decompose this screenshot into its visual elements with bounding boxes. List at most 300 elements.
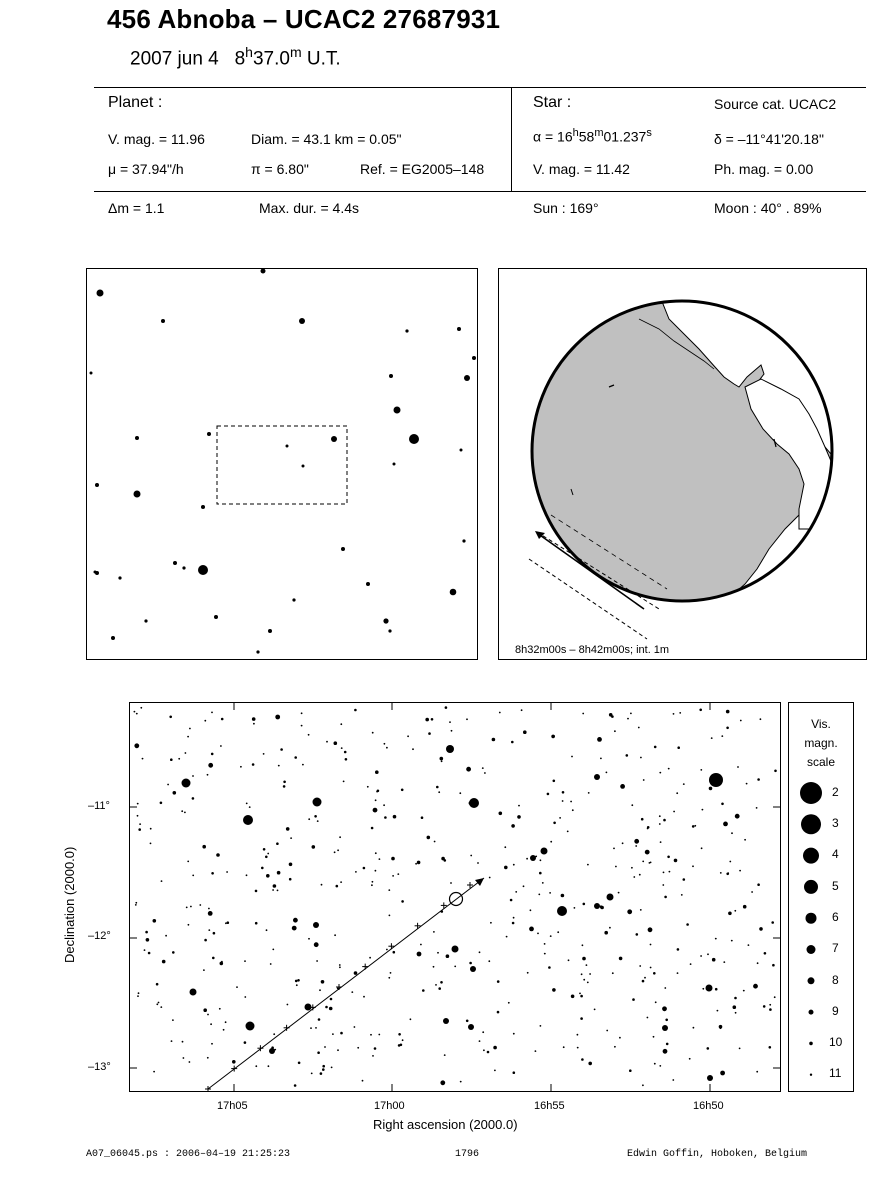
field-star <box>654 746 657 749</box>
field-star <box>497 1011 500 1014</box>
field-star <box>589 973 591 975</box>
field-star <box>622 842 624 844</box>
field-star <box>337 849 339 851</box>
field-star <box>220 745 222 747</box>
field-star <box>334 851 336 853</box>
field-star <box>266 874 270 878</box>
field-star <box>192 775 194 777</box>
field-star <box>557 931 559 933</box>
field-star <box>401 789 404 792</box>
field-star <box>774 770 777 773</box>
field-star <box>208 911 213 916</box>
field-star <box>138 828 141 831</box>
field-star <box>225 1021 227 1023</box>
field-star <box>635 845 637 847</box>
field-star <box>553 822 556 825</box>
finder-star <box>450 589 457 596</box>
field-star <box>295 980 298 983</box>
ra-m-unit: m <box>594 127 604 139</box>
field-star <box>588 792 590 794</box>
finder-star <box>198 565 208 575</box>
finder-star <box>95 483 99 487</box>
field-star <box>435 984 437 986</box>
xtick-label: 17h00 <box>374 1100 405 1112</box>
bright-star <box>709 773 723 787</box>
field-star <box>609 713 613 717</box>
field-star <box>760 718 762 720</box>
field-star <box>631 804 633 806</box>
finder-star <box>144 619 147 622</box>
field-star <box>727 872 729 874</box>
field-star <box>321 980 325 984</box>
field-star <box>185 752 187 754</box>
field-star <box>203 969 205 971</box>
field-star <box>550 935 552 937</box>
field-star <box>301 725 303 727</box>
globe-panel <box>498 268 867 660</box>
star-right-ascension <box>533 127 652 145</box>
field-star <box>289 863 293 867</box>
legend-mag-label: 7 <box>832 941 839 955</box>
star-chart-panel <box>129 702 781 1092</box>
field-star <box>529 927 534 932</box>
field-star <box>330 998 333 1001</box>
field-star <box>645 850 650 855</box>
field-star <box>373 808 378 813</box>
bright-star <box>541 848 548 855</box>
star-vmag: V. mag. = 11.42 <box>533 161 630 177</box>
field-star <box>219 1008 221 1010</box>
field-star <box>312 845 316 849</box>
hour-unit: h <box>245 44 253 60</box>
field-star <box>137 995 139 997</box>
field-star <box>672 1079 674 1081</box>
field-star <box>586 964 588 966</box>
field-star <box>386 747 388 749</box>
field-star <box>388 889 390 891</box>
field-star <box>721 803 724 806</box>
field-star <box>731 832 733 834</box>
field-star <box>443 1082 445 1084</box>
field-star <box>540 859 542 861</box>
field-star <box>647 826 650 829</box>
field-star <box>649 862 651 864</box>
field-star <box>731 940 733 942</box>
field-star <box>283 781 286 784</box>
bright-star <box>607 894 614 901</box>
header-bottom-rule <box>94 191 866 192</box>
finder-star <box>90 372 93 375</box>
field-star <box>244 1041 247 1044</box>
field-star <box>772 964 775 967</box>
field-star <box>711 737 713 739</box>
path-arrowhead <box>475 878 484 886</box>
field-star <box>715 988 718 991</box>
field-star <box>530 909 532 911</box>
finder-star <box>394 407 401 414</box>
field-star <box>550 841 552 843</box>
field-star <box>344 751 347 754</box>
field-star <box>318 1018 321 1021</box>
field-star <box>294 756 297 759</box>
finder-star <box>261 269 266 274</box>
field-star <box>207 1014 209 1016</box>
finder-star <box>214 615 218 619</box>
field-star <box>484 772 486 774</box>
legend-dot <box>804 880 818 894</box>
field-star <box>169 716 172 719</box>
finder-star <box>460 449 463 452</box>
field-star <box>144 949 146 951</box>
field-star <box>329 1007 333 1011</box>
bright-star <box>662 1025 668 1031</box>
bright-star <box>557 906 567 916</box>
field-star <box>355 871 357 873</box>
field-star <box>630 713 632 715</box>
field-star <box>337 1049 339 1051</box>
bright-star <box>443 1018 449 1024</box>
legend-dot <box>809 1010 814 1015</box>
field-star <box>726 710 730 714</box>
field-star <box>537 933 539 935</box>
finder-star <box>462 539 465 542</box>
minute-unit: m <box>289 44 302 60</box>
field-star <box>769 1046 772 1049</box>
field-star <box>428 732 431 735</box>
field-star <box>367 786 369 788</box>
field-star <box>422 989 425 992</box>
field-star <box>721 735 723 737</box>
field-star <box>669 871 671 873</box>
field-star <box>134 743 139 748</box>
field-star <box>614 1046 616 1048</box>
field-star <box>619 957 623 961</box>
field-star <box>441 760 443 762</box>
field-star <box>148 952 151 955</box>
field-star <box>376 791 378 793</box>
bright-star <box>530 855 536 861</box>
bright-star <box>313 798 322 807</box>
field-star <box>427 836 431 840</box>
bright-star <box>246 1022 255 1031</box>
field-star <box>764 952 767 955</box>
field-star <box>384 743 386 745</box>
finder-star <box>286 445 289 448</box>
field-star <box>436 786 439 789</box>
ra-s-unit: s <box>646 127 652 139</box>
field-star <box>650 944 652 946</box>
field-star <box>276 842 279 845</box>
field-star <box>240 766 242 768</box>
finder-star <box>256 650 259 653</box>
field-star <box>490 922 492 924</box>
ra-seconds: 01.237 <box>603 128 647 145</box>
field-star <box>606 1030 608 1032</box>
field-star <box>513 917 515 919</box>
field-star <box>189 728 191 730</box>
legend-dot <box>801 814 821 834</box>
field-star <box>493 1046 497 1050</box>
field-star <box>211 712 213 714</box>
asteroid-path <box>208 878 484 1089</box>
field-star <box>527 972 529 974</box>
finder-star <box>405 329 408 332</box>
field-star <box>702 988 704 990</box>
field-star <box>482 767 484 769</box>
finder-zoom-box <box>217 426 347 504</box>
field-star <box>606 772 608 774</box>
field-star <box>265 856 268 859</box>
field-star <box>663 1049 668 1054</box>
field-star <box>526 858 528 860</box>
field-star <box>402 1039 404 1041</box>
field-star <box>181 810 183 812</box>
finder-chart-panel <box>86 268 478 660</box>
field-star <box>334 741 338 745</box>
finder-star <box>292 598 295 601</box>
field-star <box>571 995 575 999</box>
field-star <box>340 881 342 883</box>
field-star <box>572 809 574 811</box>
field-star <box>665 1019 668 1022</box>
field-star <box>283 785 286 788</box>
field-star <box>153 919 157 923</box>
footer-file: A07_06045.ps : 2006–04–19 21:25:23 <box>86 1149 291 1160</box>
field-star <box>539 872 542 875</box>
field-star <box>273 884 277 888</box>
field-star <box>487 1051 490 1054</box>
field-star <box>322 1068 325 1071</box>
field-star <box>692 825 695 828</box>
field-star <box>683 878 686 881</box>
field-star <box>757 883 760 886</box>
field-star <box>278 765 280 767</box>
field-star <box>302 764 304 766</box>
finder-star <box>135 436 139 440</box>
finder-star <box>409 434 419 444</box>
field-star <box>734 910 736 912</box>
finder-star <box>173 561 177 565</box>
field-star <box>757 962 759 964</box>
field-star <box>552 988 556 992</box>
finder-star <box>302 465 305 468</box>
field-star <box>748 944 750 946</box>
field-star <box>246 874 248 876</box>
field-star <box>272 949 274 951</box>
star-phmag: Ph. mag. = 0.00 <box>714 161 814 177</box>
field-star <box>221 718 224 721</box>
field-star <box>707 1047 710 1050</box>
field-star <box>388 977 390 979</box>
field-star <box>693 1027 695 1029</box>
field-star <box>466 1020 469 1023</box>
field-star <box>504 846 506 848</box>
field-star <box>513 864 515 866</box>
finder-star <box>161 319 165 323</box>
field-star <box>673 713 675 715</box>
field-star <box>207 774 209 776</box>
magnitude-legend <box>788 702 854 1092</box>
field-star <box>202 845 206 849</box>
field-star <box>212 957 215 960</box>
field-star <box>763 1005 766 1008</box>
field-star <box>631 867 633 869</box>
field-star <box>581 973 583 975</box>
field-star <box>511 741 514 744</box>
finder-star <box>331 436 337 442</box>
field-star <box>659 823 661 825</box>
field-star <box>627 718 629 720</box>
field-star <box>252 717 256 721</box>
field-star <box>170 758 173 761</box>
field-star <box>331 1067 333 1069</box>
field-star <box>720 1027 722 1029</box>
field-star <box>297 979 300 982</box>
field-star <box>317 820 319 822</box>
field-star <box>308 818 310 820</box>
field-star <box>336 885 339 888</box>
field-star <box>363 996 365 998</box>
field-star <box>743 990 745 992</box>
field-star <box>298 1062 301 1065</box>
field-star <box>660 841 662 843</box>
field-star <box>638 727 640 729</box>
field-star <box>322 1065 325 1068</box>
star-source-catalog: Source cat. UCAC2 <box>714 96 837 112</box>
field-star <box>579 993 581 995</box>
field-star <box>393 815 397 819</box>
field-star <box>640 909 642 911</box>
field-star <box>654 1063 656 1065</box>
field-star <box>769 1004 771 1006</box>
field-star <box>694 825 696 827</box>
field-star <box>454 966 456 968</box>
field-star <box>178 758 180 760</box>
max-duration: Max. dur. = 4.4s <box>259 200 359 216</box>
field-star <box>308 734 310 736</box>
field-star <box>614 730 616 732</box>
field-star <box>351 991 353 993</box>
field-star <box>753 984 758 989</box>
field-star <box>321 884 323 886</box>
field-star <box>479 1040 481 1042</box>
field-star <box>740 720 742 722</box>
field-star <box>289 878 292 881</box>
legend-dot <box>800 782 822 804</box>
legend-dot <box>803 848 819 864</box>
field-star <box>211 753 214 756</box>
legend-title-line: Vis. <box>811 717 831 731</box>
field-star <box>538 894 540 896</box>
bright-star <box>594 774 600 780</box>
field-star <box>459 792 461 794</box>
field-star <box>640 757 642 759</box>
field-star <box>650 967 652 969</box>
field-star <box>339 966 341 968</box>
field-star <box>659 772 661 774</box>
field-star <box>692 865 694 867</box>
bright-star <box>446 745 454 753</box>
field-star <box>744 839 746 841</box>
field-star <box>663 819 666 822</box>
field-star <box>138 992 140 994</box>
field-star <box>390 972 392 974</box>
bright-star <box>313 922 319 928</box>
field-star <box>135 904 137 906</box>
field-star <box>668 768 670 770</box>
field-star <box>434 841 436 843</box>
field-star <box>354 709 357 712</box>
field-star <box>183 1057 185 1059</box>
event-hour: 8 <box>234 48 246 70</box>
field-star <box>549 892 551 894</box>
field-star <box>156 983 159 986</box>
xtick-label: 16h50 <box>693 1100 724 1112</box>
field-star <box>677 972 679 974</box>
field-star <box>513 1033 515 1035</box>
field-star <box>733 1005 737 1009</box>
field-star <box>615 866 617 868</box>
field-star <box>263 848 266 851</box>
planet-parallax: π = 6.80" <box>251 161 309 177</box>
field-star <box>415 863 417 865</box>
field-star <box>210 1023 212 1025</box>
field-star <box>774 996 776 998</box>
legend-mag-label: 8 <box>832 973 839 987</box>
field-star <box>363 867 366 870</box>
field-star <box>626 754 629 757</box>
legend-mag-label: 3 <box>832 816 839 830</box>
field-star <box>320 1072 323 1075</box>
legend-dot <box>810 1074 812 1076</box>
field-star <box>483 1049 485 1051</box>
field-star <box>683 783 685 785</box>
field-star <box>552 735 555 738</box>
bright-star <box>190 989 197 996</box>
field-star <box>663 872 665 874</box>
field-star <box>207 1057 209 1059</box>
field-star <box>324 1046 326 1048</box>
field-star <box>371 884 373 886</box>
field-star <box>499 812 503 816</box>
field-star <box>639 965 641 967</box>
field-star <box>535 1050 537 1052</box>
bright-star <box>470 966 476 972</box>
field-star <box>136 713 138 715</box>
field-star <box>571 756 573 758</box>
field-star <box>334 934 336 936</box>
field-star <box>172 1019 174 1021</box>
finder-star <box>457 327 461 331</box>
field-star <box>666 1043 669 1046</box>
legend-dots <box>789 703 853 1091</box>
field-star <box>757 778 760 781</box>
planet-vmag: V. mag. = 11.96 <box>108 131 205 147</box>
field-star <box>308 938 310 940</box>
field-star <box>582 944 584 946</box>
field-star <box>664 896 667 899</box>
field-star <box>375 852 377 854</box>
field-star <box>280 748 283 751</box>
field-star <box>580 1017 583 1020</box>
field-star <box>567 831 569 833</box>
field-star <box>446 954 450 958</box>
field-star <box>372 881 374 883</box>
field-star <box>204 939 207 942</box>
field-star <box>523 730 527 734</box>
field-star <box>709 787 713 791</box>
field-star <box>371 827 374 830</box>
